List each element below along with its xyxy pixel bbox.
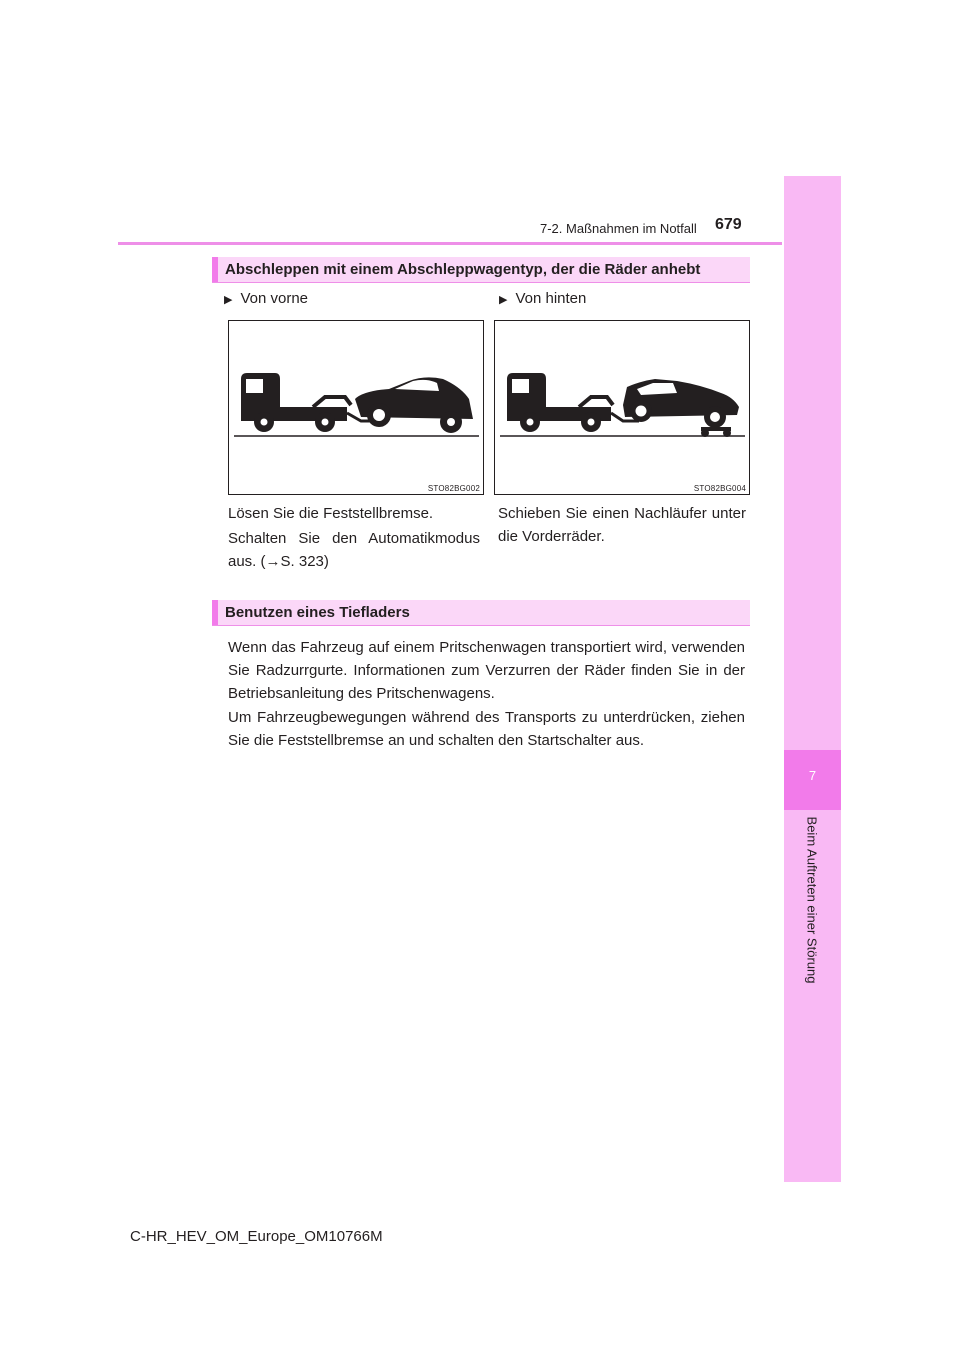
section-heading-text: Benutzen eines Tiefladers bbox=[225, 604, 410, 621]
tow-truck-rear-illustration bbox=[495, 321, 749, 494]
triangle-bullet-icon: ▶ bbox=[224, 294, 233, 306]
section-heading-text: Abschleppen mit einem Abschleppwagentyp, der die Räder anhebt bbox=[225, 261, 701, 278]
header-section-title: 7-2. Maßnahmen im Notfall bbox=[540, 221, 697, 236]
figure-tow-front bbox=[228, 320, 484, 495]
caption-rear-1: Schieben Sie einen Nachläufer unter die Vorderräder. bbox=[498, 505, 746, 545]
chapter-tab bbox=[784, 176, 841, 1182]
figure-tow-rear bbox=[494, 320, 750, 495]
section-heading-wheel-lift bbox=[212, 257, 750, 283]
chapter-number: 7 bbox=[808, 768, 817, 783]
subheading-rear: ▶ Von hinten bbox=[499, 290, 587, 307]
caption-front-2: Schalten Sie den Automatikmodus aus. (→S. 323) bbox=[228, 530, 480, 570]
caption-front-1: Lösen Sie die Feststellbremse. bbox=[228, 505, 434, 522]
header-rule bbox=[118, 242, 782, 245]
paragraph-flatbed-1: Wenn das Fahrzeug auf einem Pritschenwagen transportiert wird, verwenden Sie Radzurrgurte. Informationen zum Verzurren der Räder finden Sie in der Betriebsanleitung des Pritschenwagens. bbox=[228, 639, 745, 702]
triangle-bullet-icon: ▶ bbox=[499, 294, 508, 306]
heading-accent-bar bbox=[212, 257, 218, 282]
figure-code: STO82BG002 bbox=[427, 484, 480, 493]
figure-code: STO82BG004 bbox=[693, 484, 746, 493]
page-number: 679 bbox=[715, 216, 742, 233]
tow-truck-front-illustration bbox=[229, 321, 483, 494]
chapter-title: Beim Auftreten einer Störung bbox=[804, 816, 820, 984]
section-heading-flatbed bbox=[212, 600, 750, 626]
paragraph-flatbed-2: Um Fahrzeugbewegungen während des Transports zu unterdrücken, ziehen Sie die Feststellbremse an und schalten den Startschalter aus. bbox=[228, 709, 745, 749]
subheading-front: ▶ Von vorne bbox=[224, 290, 309, 307]
document-id: C-HR_HEV_OM_Europe_OM10766M bbox=[130, 1228, 383, 1245]
heading-accent-bar bbox=[212, 600, 218, 625]
